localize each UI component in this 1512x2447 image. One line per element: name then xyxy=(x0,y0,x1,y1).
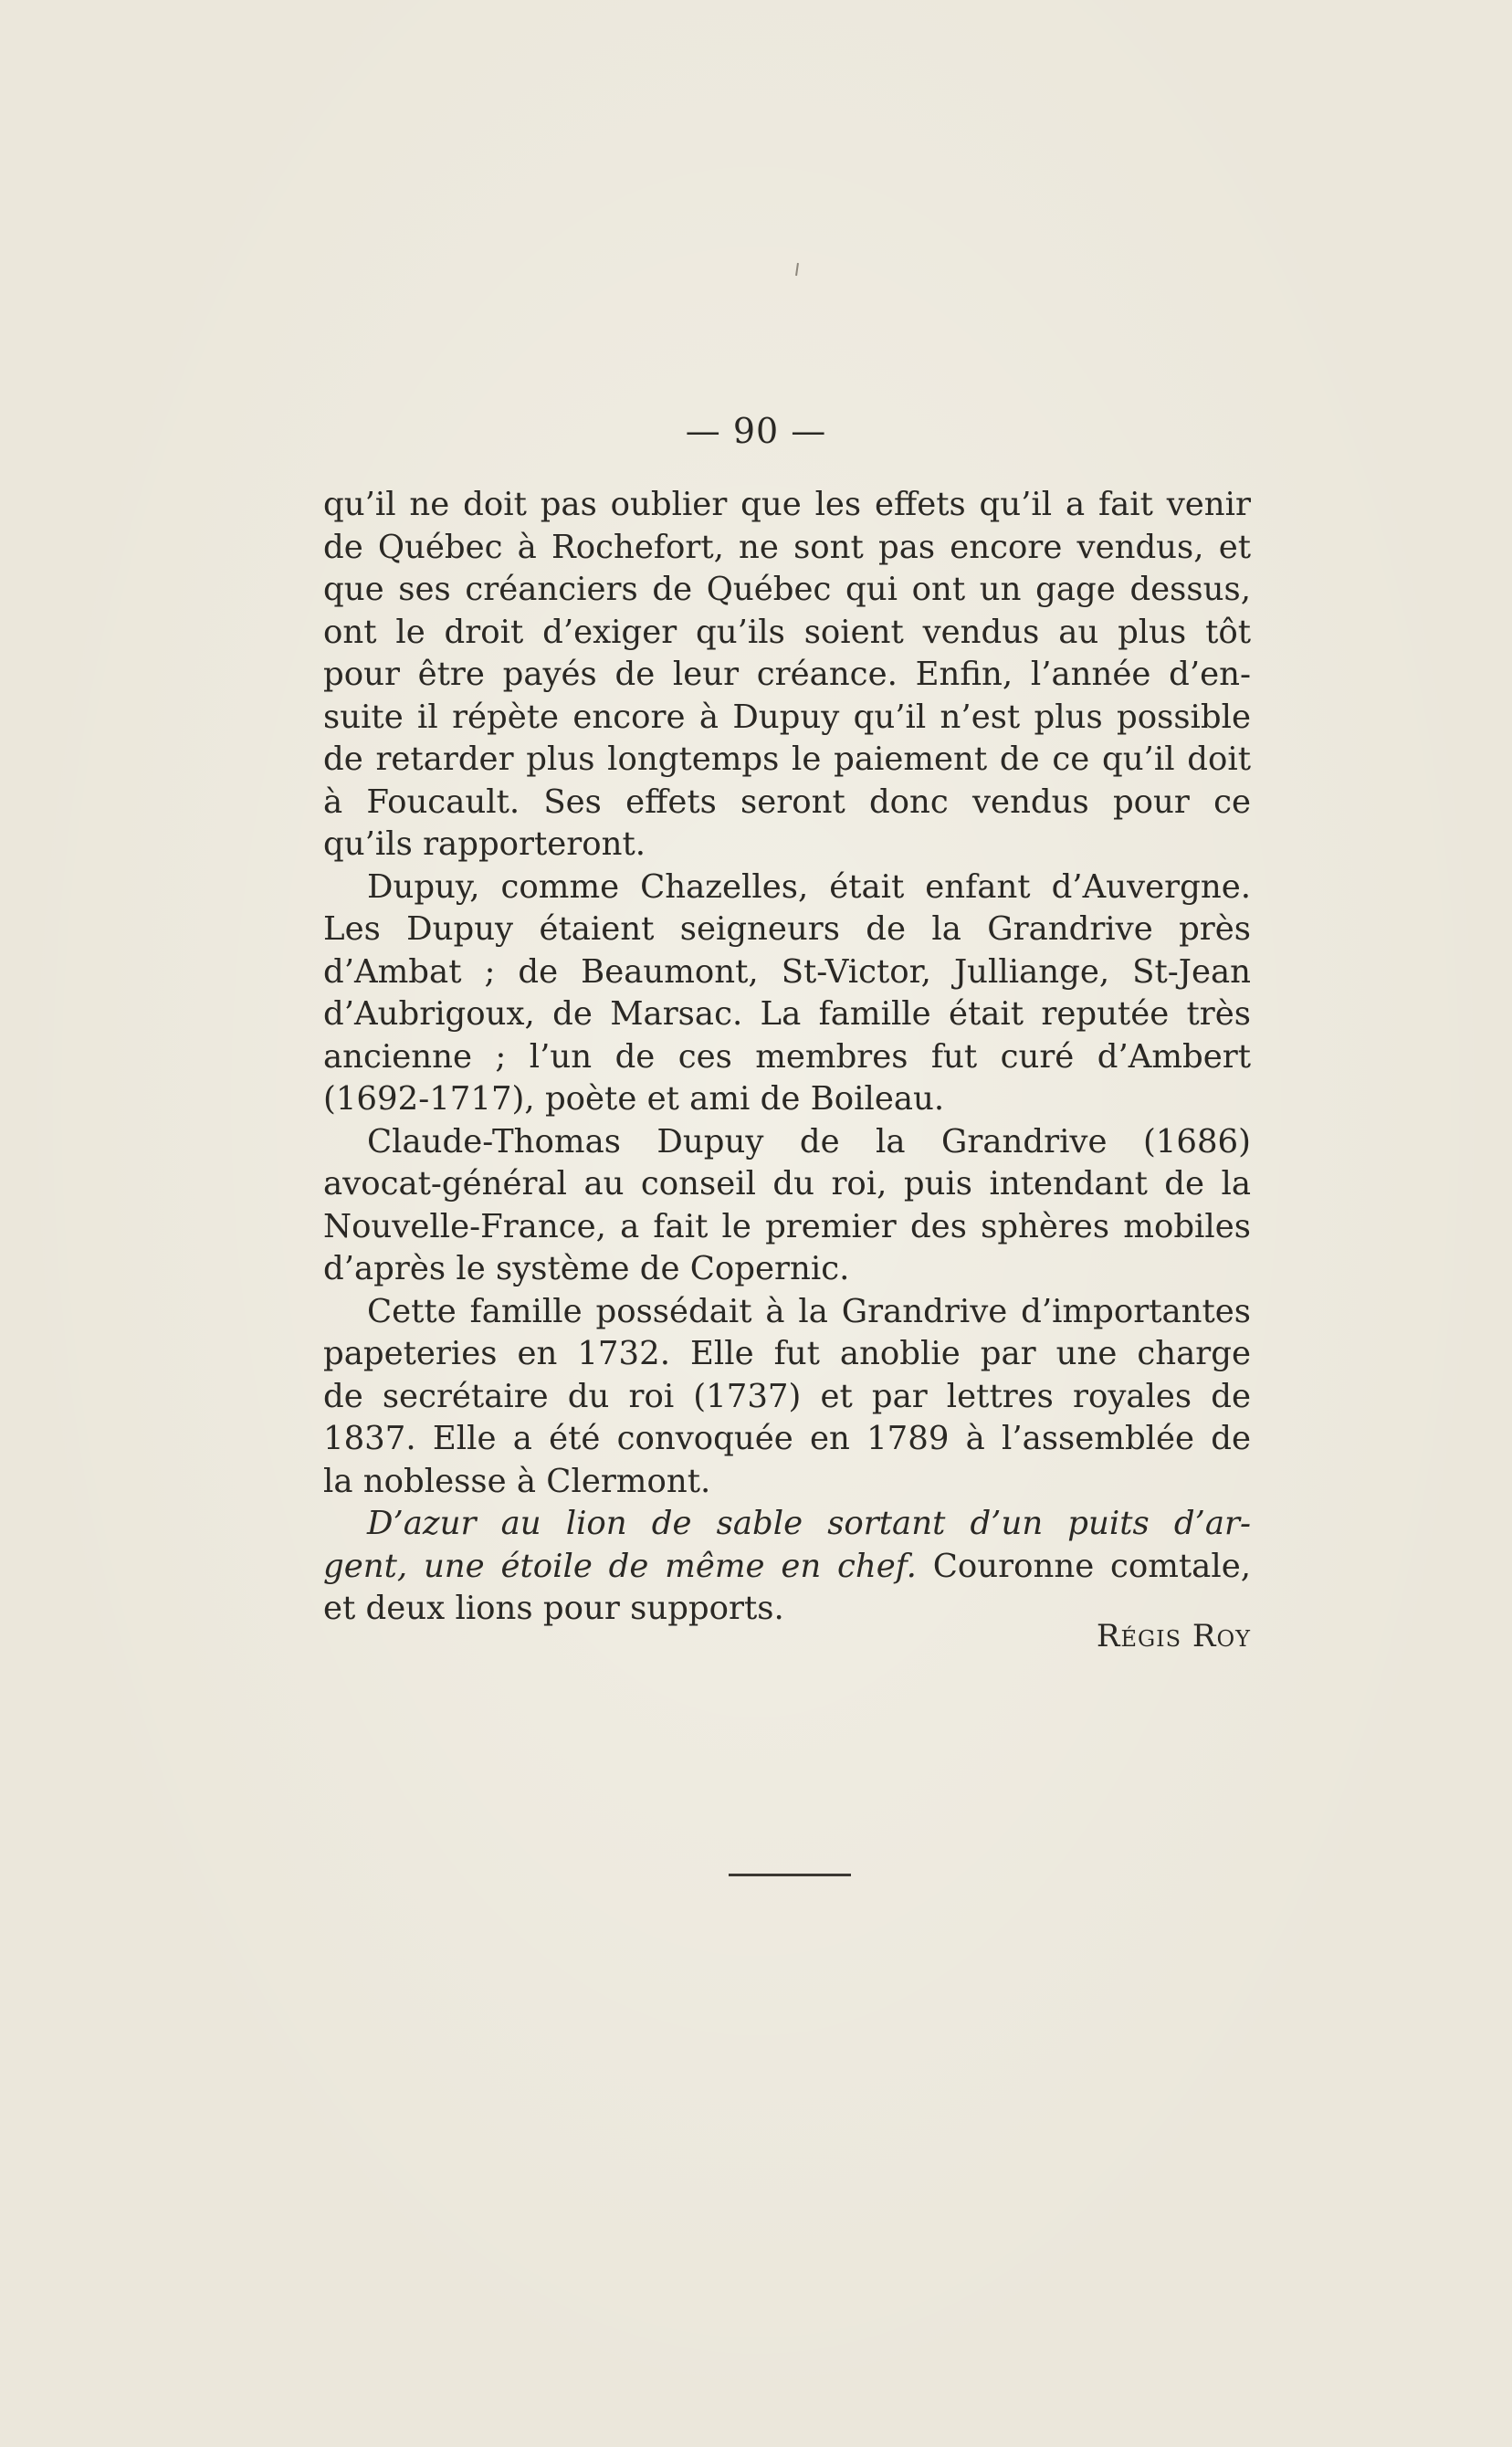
end-rule xyxy=(729,1874,851,1876)
page-number: — 90 — xyxy=(685,411,827,451)
text-line: de secrétaire du roi (1737) et par lettres royales de xyxy=(323,1377,1251,1415)
blazon-line xyxy=(323,1546,1251,1589)
ink-speck xyxy=(795,263,799,276)
text-line: pour être payés de leur créance. Enfin, l’année d’en- xyxy=(323,656,1251,693)
text-line: qu’il ne doit pas oublier que les effets qu’il a fait venir xyxy=(323,486,1251,523)
text-line: Les Dupuy étaient seigneurs de la Grandrive près xyxy=(323,910,1251,948)
text-line: à Foucault. Ses effets seront donc vendus pour ce xyxy=(323,782,1251,821)
text-line: ancienne ; l’un de ces membres fut curé d’Ambert xyxy=(323,1037,1251,1076)
blazon-italic-text: gent, une étoile de même en chef. xyxy=(323,1547,917,1585)
blazon-line: et deux lions pour supports. xyxy=(323,1590,784,1627)
body-text xyxy=(323,484,1251,1631)
text-line: qu’ils rapporteront. xyxy=(323,825,646,863)
text-line: que ses créanciers de Québec qui ont un gage dessus, xyxy=(323,571,1251,608)
text-line: 1837. Elle a été convoquée en 1789 à l’assemblée de xyxy=(323,1420,1251,1457)
text-line: de retarder plus longtemps le paiement de ce qu’il doit xyxy=(323,740,1251,778)
text-line: papeteries en 1732. Elle fut anoblie par une charge xyxy=(323,1335,1251,1372)
blazon-roman-text: Couronne comtale, xyxy=(916,1547,1251,1585)
text-line: ont le droit d’exiger qu’ils soient vendus au plus tôt xyxy=(323,613,1251,651)
text-line: (1692-1717), poète et ami de Boileau. xyxy=(323,1080,945,1118)
text-line: Nouvelle-France, a fait le premier des sphères mobiles xyxy=(323,1207,1251,1245)
text-line: Cette famille possédait à la Grandrive d’importantes xyxy=(367,1292,1251,1330)
author-signature: Régis Roy xyxy=(1096,1618,1251,1654)
text-line: Dupuy, comme Chazelles, était enfant d’Auvergne. xyxy=(367,867,1251,906)
text-line: d’après le système de Copernic. xyxy=(323,1250,850,1287)
text-line: de Québec à Rochefort, ne sont pas encore vendus, et xyxy=(323,528,1251,566)
text-line: Claude-Thomas Dupuy de la Grandrive (1686) xyxy=(367,1122,1251,1160)
text-line: avocat-général au conseil du roi, puis intendant de la xyxy=(323,1165,1251,1202)
text-line: d’Ambat ; de Beaumont, St-Victor, Julliange, St-Jean xyxy=(323,952,1251,991)
text-line: suite il répète encore à Dupuy qu’il n’est plus possible xyxy=(323,698,1251,736)
text-line: d’Aubrigoux, de Marsac. La famille était reputée très xyxy=(323,995,1251,1033)
blazon-line: D’azur au lion de sable sortant d’un puits d’ar- xyxy=(367,1505,1251,1542)
text-line: la noblesse à Clermont. xyxy=(323,1462,711,1500)
